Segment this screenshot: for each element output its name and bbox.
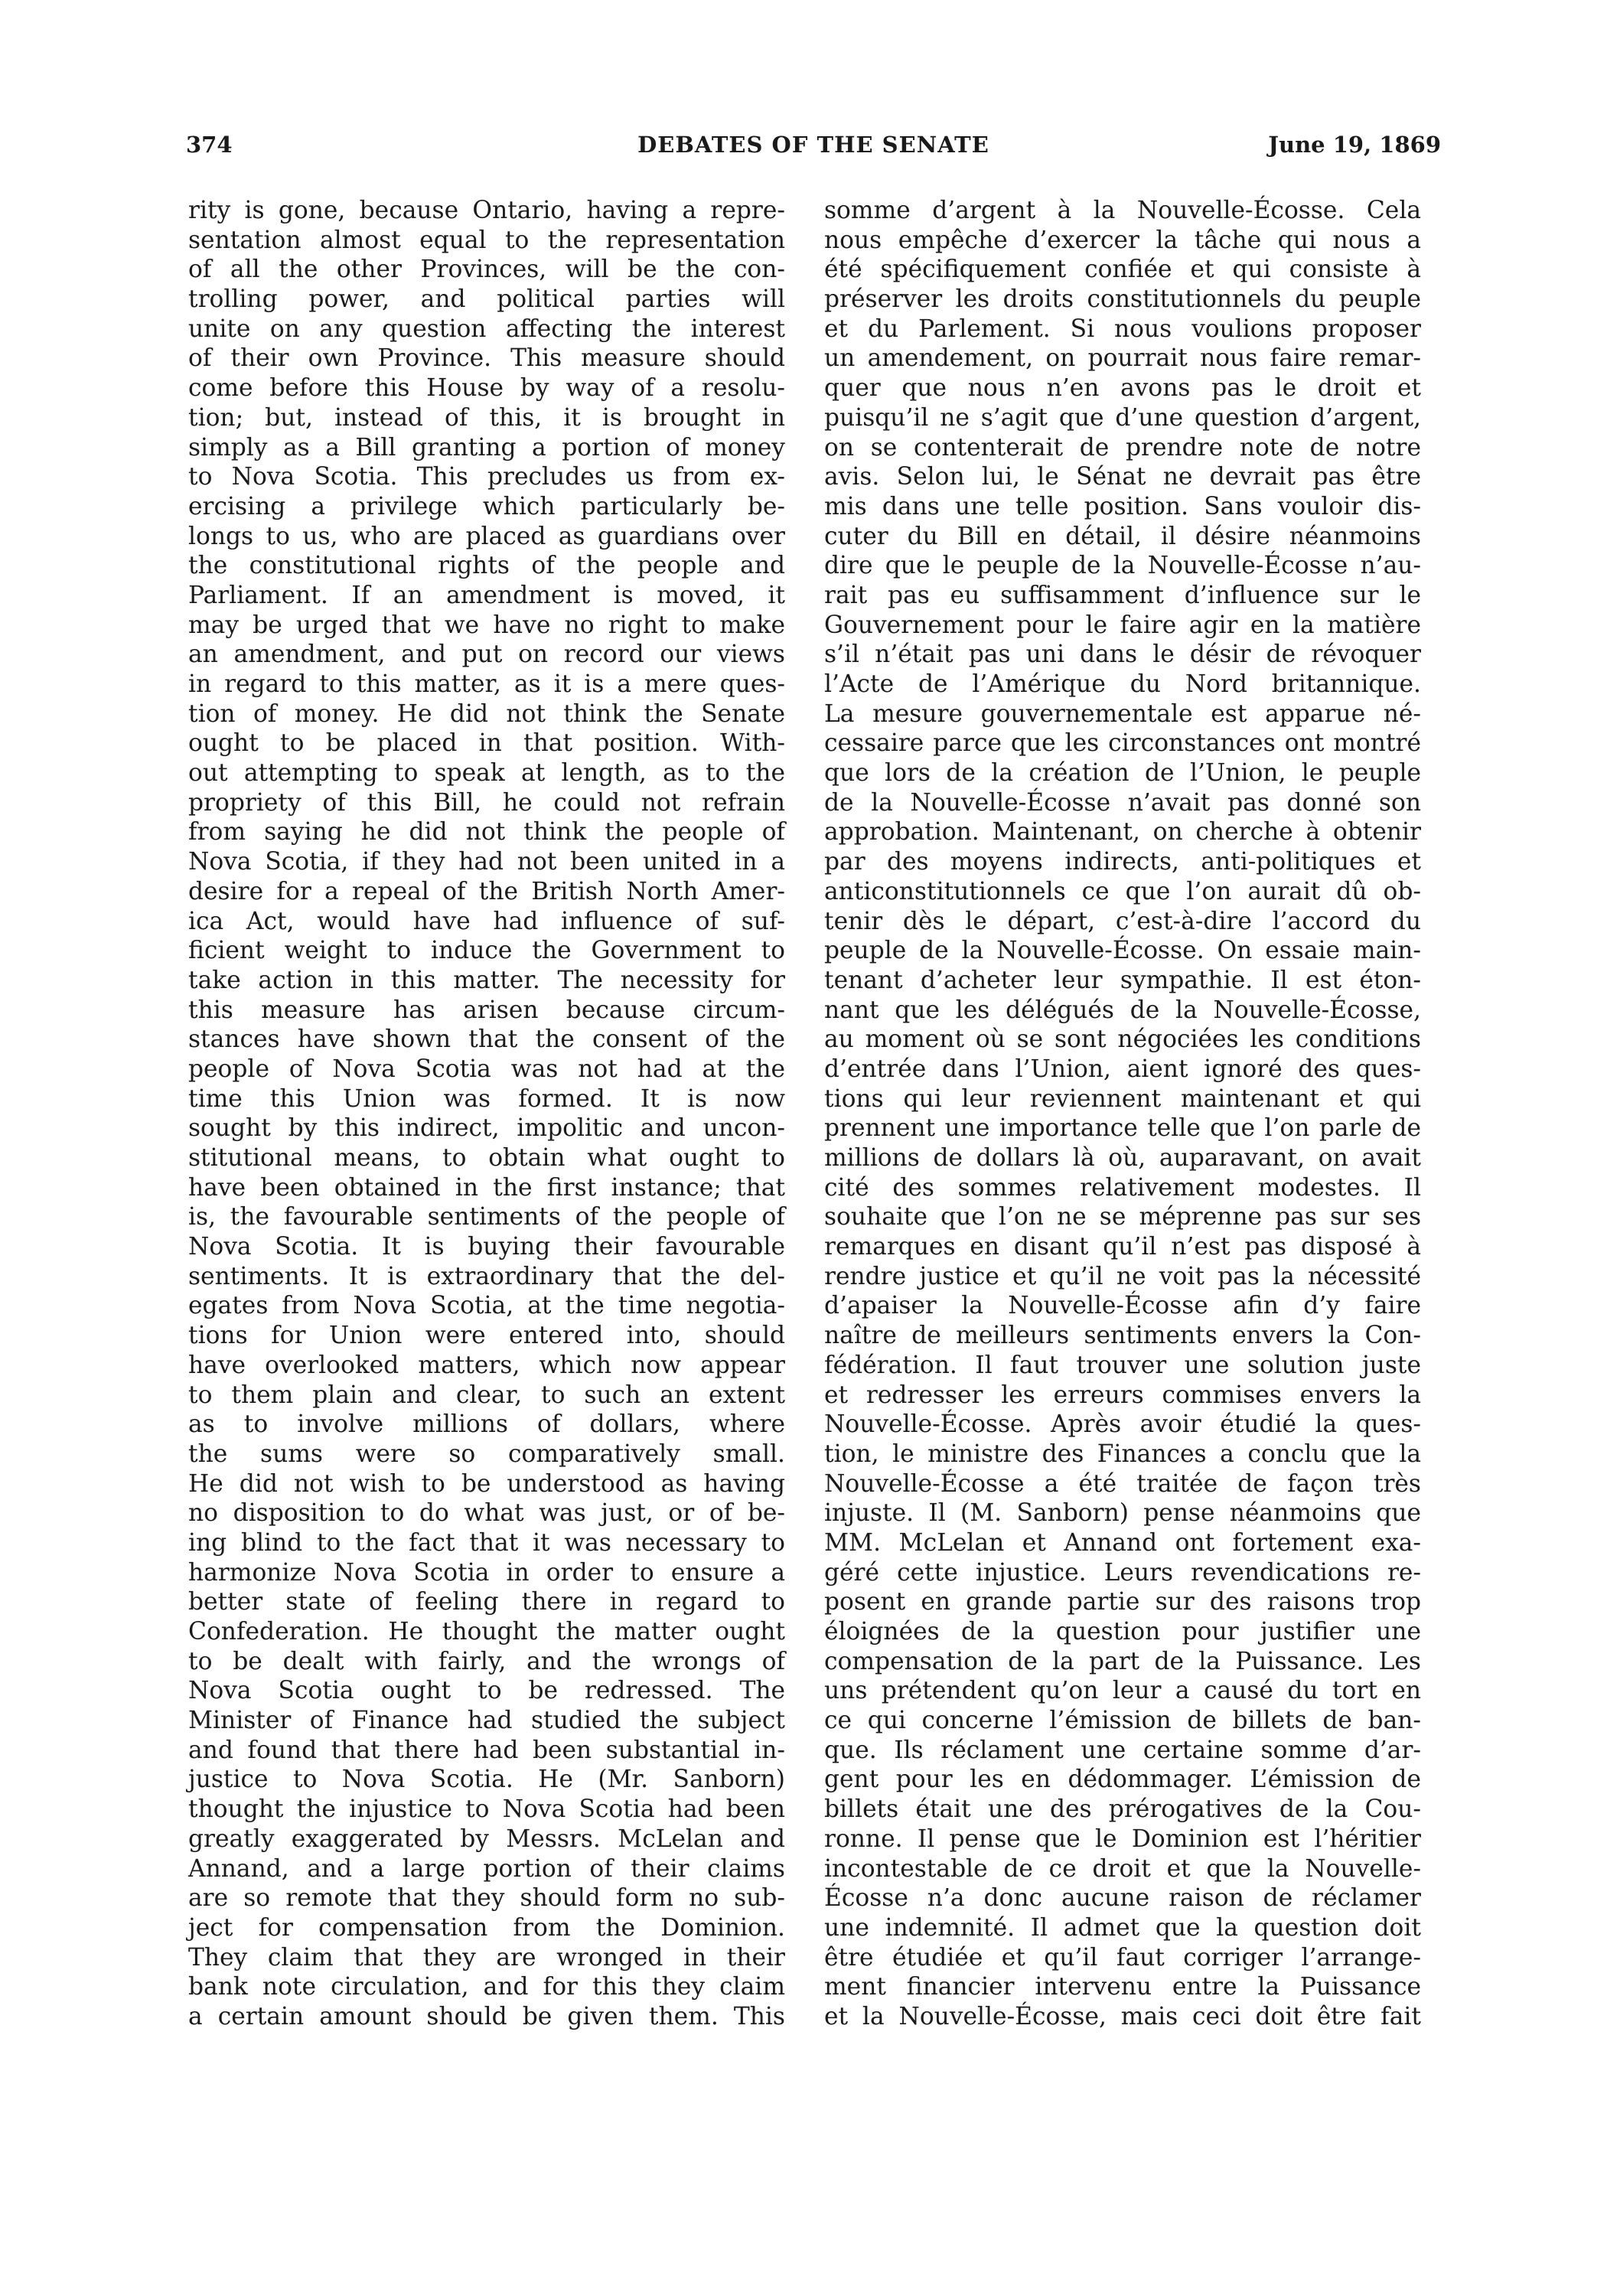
- running-title: DEBATES OF THE SENATE: [637, 132, 989, 158]
- text-line: ing blind to the fact that it was necessary to: [188, 1528, 785, 1557]
- text-line: people of Nova Scotia was not had at the: [188, 1055, 785, 1083]
- text-line: rait pas eu suffisamment d’influence sur le: [824, 581, 1421, 609]
- text-line: an amendment, and put on record our views: [188, 641, 785, 669]
- text-line: injuste. Il (M. Sanborn) pense néanmoins que: [824, 1499, 1421, 1528]
- text-line: cité des sommes relativement modestes. Il: [824, 1173, 1421, 1202]
- text-line: rity is gone, because Ontario, having a repre-: [188, 197, 785, 224]
- text-line: desire for a repeal of the British North Amer-: [188, 877, 785, 905]
- text-line: bank note circulation, and for this they claim: [188, 1973, 785, 2001]
- text-line: ce qui concerne l’émission de billets de ban-: [824, 1707, 1421, 1735]
- text-line: egates from Nova Scotia, at the time negotia-: [188, 1292, 785, 1320]
- text-line: harmonize Nova Scotia in order to ensure a: [188, 1558, 785, 1587]
- text-line: thought the injustice to Nova Scotia had been: [188, 1795, 785, 1824]
- text-line: ment financier intervenu entre la Puissance: [824, 1973, 1421, 2001]
- text-line: s’il n’était pas uni dans le désir de révoquer: [824, 641, 1421, 669]
- text-line: ficient weight to induce the Government to: [188, 937, 785, 965]
- text-line: rendre justice et qu’il ne voit pas la nécessité: [824, 1262, 1421, 1290]
- text-line: de la Nouvelle-Écosse n’avait pas donné son: [824, 788, 1421, 817]
- text-line: sentiments. It is extraordinary that the del-: [188, 1262, 785, 1290]
- text-line: être étudiée et qu’il faut corriger l’arrange-: [824, 1943, 1421, 1971]
- text-line: and found that there had been substantial in-: [188, 1736, 785, 1764]
- text-line: ica Act, would have had influence of suf-: [188, 907, 785, 935]
- text-line: stitutional means, to obtain what ought to: [188, 1144, 785, 1172]
- text-line: que lors de la création de l’Union, le peuple: [824, 759, 1421, 788]
- text-line: propriety of this Bill, he could not refrain: [188, 788, 785, 817]
- text-line: avis. Selon lui, le Sénat ne devrait pas être: [824, 463, 1421, 491]
- text-line: tions for Union were entered into, should: [188, 1322, 785, 1350]
- text-line: Nouvelle-Écosse. Après avoir étudié la ques-: [824, 1411, 1421, 1439]
- text-line: au moment où se sont négociées les conditions: [824, 1026, 1421, 1054]
- english-column: [188, 196, 785, 2032]
- text-line: He did not wish to be understood as having: [188, 1469, 785, 1498]
- text-line: are so remote that they should form no sub-: [188, 1884, 785, 1913]
- text-line: prennent une importance telle que l’on parle de: [824, 1114, 1421, 1143]
- text-line: Gouvernement pour le faire agir en la matière: [824, 611, 1421, 639]
- text-line: ought to be placed in that position. With-: [188, 729, 785, 758]
- text-line: été spécifiquement confiée et qui consiste à: [824, 256, 1421, 284]
- text-line: quer que nous n’en avons pas le droit et: [824, 374, 1421, 403]
- text-line: mis dans une telle position. Sans vouloir dis-: [824, 492, 1421, 520]
- text-line: souhaite que l’on ne se méprenne pas sur ses: [824, 1203, 1421, 1231]
- text-line: MM. McLelan et Annand ont fortement exa-: [824, 1528, 1421, 1557]
- text-line: simply as a Bill granting a portion of money: [188, 433, 785, 461]
- text-line: Nouvelle-Écosse a été traitée de façon très: [824, 1469, 1421, 1498]
- text-line: of all the other Provinces, will be the con-: [188, 256, 785, 284]
- text-line: cessaire parce que les circonstances ont montré: [824, 729, 1421, 758]
- text-line: ject for compensation from the Dominion.: [188, 1913, 785, 1942]
- text-line: puisqu’il ne s’agit que d’une question d’argent,: [824, 403, 1421, 432]
- text-line: et du Parlement. Si nous voulions proposer: [824, 315, 1421, 343]
- text-line: justice to Nova Scotia. He (Mr. Sanborn): [188, 1766, 785, 1794]
- text-line: que. Ils réclament une certaine somme d’ar-: [824, 1736, 1421, 1764]
- text-line: Confederation. He thought the matter ought: [188, 1618, 785, 1645]
- page-number: 374: [186, 132, 233, 158]
- text-line: Annand, and a large portion of their claims: [188, 1854, 785, 1883]
- text-line: une indemnité. Il admet que la question doit: [824, 1913, 1421, 1942]
- text-line: of their own Province. This measure should: [188, 344, 785, 373]
- text-line: tenant d’acheter leur sympathie. Il est éton-: [824, 966, 1421, 994]
- text-line: gent pour les en dédommager. L’émission de: [824, 1766, 1421, 1794]
- text-line: Parliament. If an amendment is moved, it: [188, 581, 785, 609]
- text-line: out attempting to speak at length, as to the: [188, 759, 785, 788]
- text-line: the constitutional rights of the people and: [188, 552, 785, 580]
- text-line: billets était une des prérogatives de la Cou-: [824, 1795, 1421, 1824]
- text-line: uns prétendent qu’on leur a causé du tort en: [824, 1677, 1421, 1705]
- french-column: [824, 196, 1421, 2032]
- text-line: ercising a privilege which particularly be-: [188, 492, 785, 520]
- text-line: compensation de la part de la Puissance. Les: [824, 1647, 1421, 1675]
- text-line: millions de dollars là où, auparavant, on avait: [824, 1144, 1421, 1172]
- text-line: trolling power, and political parties will: [188, 285, 785, 314]
- text-line: tions qui leur reviennent maintenant et qui: [824, 1084, 1421, 1113]
- text-line: tenir dès le départ, c’est-à-dire l’accord du: [824, 907, 1421, 935]
- text-line: éloignées de la question pour justifier une: [824, 1618, 1421, 1645]
- text-line: l’Acte de l’Amérique du Nord britannique.: [824, 670, 1421, 698]
- text-line: nous empêche d’exercer la tâche qui nous a: [824, 226, 1421, 254]
- text-line: tion; but, instead of this, it is brought in: [188, 403, 785, 432]
- text-line: naître de meilleurs sentiments envers la Con-: [824, 1322, 1421, 1350]
- text-line: et la Nouvelle-Écosse, mais ceci doit être fait: [824, 2002, 1421, 2030]
- text-line: in regard to this matter, as it is a mere ques-: [188, 670, 785, 698]
- text-line: to them plain and clear, to such an extent: [188, 1381, 785, 1409]
- text-line: take action in this matter. The necessity for: [188, 966, 785, 994]
- text-line: fédération. Il faut trouver une solution juste: [824, 1351, 1421, 1379]
- text-line: approbation. Maintenant, on cherche à obtenir: [824, 818, 1421, 846]
- text-line: un amendement, on pourrait nous faire remar-: [824, 344, 1421, 373]
- text-line: Nova Scotia ought to be redressed. The: [188, 1677, 785, 1705]
- text-line: to Nova Scotia. This precludes us from ex-: [188, 463, 785, 491]
- text-line: incontestable de ce droit et que la Nouvelle-: [824, 1854, 1421, 1883]
- text-line: tion of money. He did not think the Senate: [188, 700, 785, 728]
- text-line: nant que les délégués de la Nouvelle-Écosse,: [824, 996, 1421, 1024]
- text-line: unite on any question affecting the interest: [188, 315, 785, 343]
- text-line: have been obtained in the first instance; that: [188, 1173, 785, 1202]
- text-line: on se contenterait de prendre note de notre: [824, 433, 1421, 461]
- text-line: peuple de la Nouvelle-Écosse. On essaie main-: [824, 937, 1421, 965]
- page-date: June 19, 1869: [1268, 132, 1441, 158]
- text-line: may be urged that we have no right to make: [188, 611, 785, 639]
- text-line: remarques en disant qu’il n’est pas disposé à: [824, 1233, 1421, 1261]
- text-line: is, the favourable sentiments of the people of: [188, 1203, 785, 1231]
- text-line: the sums were so comparatively small.: [188, 1440, 785, 1468]
- text-line: greatly exaggerated by Messrs. McLelan and: [188, 1825, 785, 1853]
- text-line: this measure has arisen because circum-: [188, 996, 785, 1024]
- text-line: as to involve millions of dollars, where: [188, 1411, 785, 1439]
- text-line: to be dealt with fairly, and the wrongs of: [188, 1647, 785, 1675]
- text-line: sought by this indirect, impolitic and uncon-: [188, 1114, 785, 1143]
- text-line: Nova Scotia, if they had not been united in a: [188, 848, 785, 876]
- text-line: cuter du Bill en détail, il désire néanmoins: [824, 522, 1421, 550]
- text-line: better state of feeling there in regard to: [188, 1588, 785, 1616]
- text-line: La mesure gouvernementale est apparue né-: [824, 700, 1421, 728]
- text-line: stances have shown that the consent of the: [188, 1026, 785, 1054]
- text-line: d’entrée dans l’Union, aient ignoré des ques-: [824, 1055, 1421, 1083]
- text-line: et redresser les erreurs commises envers la: [824, 1381, 1421, 1409]
- text-line: a certain amount should be given them. This: [188, 2002, 785, 2030]
- text-line: par des moyens indirects, anti-politiques et: [824, 848, 1421, 876]
- text-line: ronne. Il pense que le Dominion est l’héritier: [824, 1825, 1421, 1853]
- text-line: Écosse n’a donc aucune raison de réclamer: [824, 1884, 1421, 1913]
- text-line: dire que le peuple de la Nouvelle-Écosse n’au-: [824, 552, 1421, 580]
- text-line: tion, le ministre des Finances a conclu que la: [824, 1440, 1421, 1468]
- page-header: [186, 132, 1441, 170]
- text-line: Nova Scotia. It is buying their favourable: [188, 1233, 785, 1261]
- text-line: come before this House by way of a resolu-: [188, 374, 785, 403]
- text-line: anticonstitutionnels ce que l’on aurait dû ob-: [824, 877, 1421, 905]
- text-line: no disposition to do what was just, or of be-: [188, 1499, 785, 1528]
- text-line: from saying he did not think the people of: [188, 818, 785, 846]
- text-line: have overlooked matters, which now appear: [188, 1351, 785, 1379]
- text-line: d’apaiser la Nouvelle-Écosse afin d’y faire: [824, 1292, 1421, 1320]
- text-line: Minister of Finance had studied the subject: [188, 1707, 785, 1735]
- text-line: géré cette injustice. Leurs revendications re-: [824, 1558, 1421, 1587]
- text-line: préserver les droits constitutionnels du peuple: [824, 285, 1421, 314]
- text-line: sentation almost equal to the representation: [188, 226, 785, 254]
- text-line: time this Union was formed. It is now: [188, 1084, 785, 1113]
- text-line: posent en grande partie sur des raisons trop: [824, 1588, 1421, 1616]
- text-line: longs to us, who are placed as guardians over: [188, 522, 785, 550]
- text-line: somme d’argent à la Nouvelle-Écosse. Cela: [824, 197, 1421, 224]
- text-line: They claim that they are wronged in their: [188, 1943, 785, 1971]
